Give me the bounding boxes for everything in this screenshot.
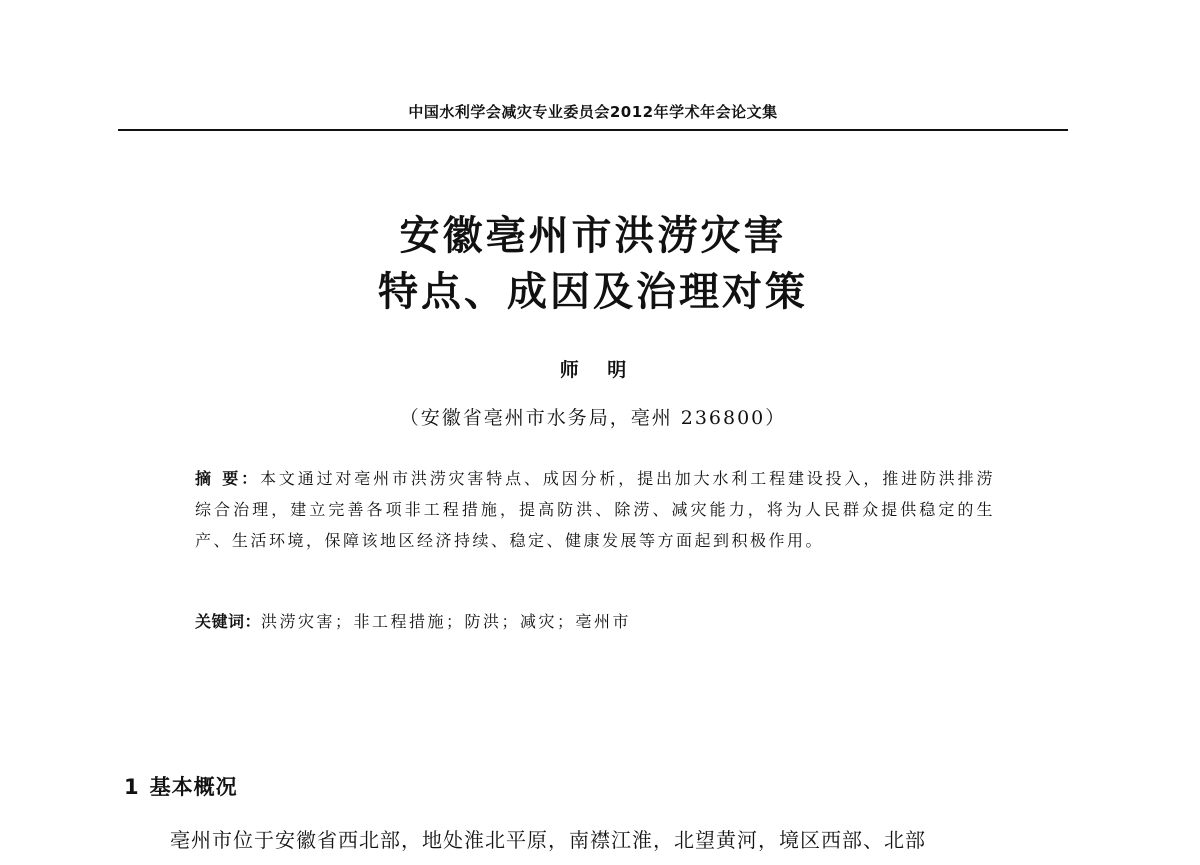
section-number: 1 [124,775,140,799]
author-name: 师 明 [559,359,627,381]
keywords-label: 关键词： [195,612,262,631]
keywords [195,606,995,637]
abstract-text: 本文通过对亳州市洪涝灾害特点、成因分析，提出加大水利工程建设投入，推进防洪排涝综合治理，建立完善各项非工程措施，提高防洪、除涝、减灾能力，将为人民群众提供稳定的生产、生活环境，保障该地区经济持续、稳定、健康发展等方面起到积极作用。 [195,469,995,550]
abstract [195,463,995,556]
author-affiliation: （安徽省亳州市水务局，亳州 236800） [399,407,787,429]
paper-title-line-2: 特点、成因及治理对策 [378,269,808,315]
paper-title-line-1: 安徽亳州市洪涝灾害 [399,213,787,259]
paper-title [118,208,1068,320]
section-title: 基本概况 [149,775,238,799]
running-header: 中国水利学会减灾专业委员会2012年学术年会论文集 [408,103,778,121]
abstract-paragraph [195,463,995,556]
section-heading [124,771,238,801]
body-paragraph: 亳州市位于安徽省西北部，地处淮北平原，南襟江淮，北望黄河，境区西部、北部 [170,828,926,852]
abstract-label: 摘 要： [195,469,260,488]
header-rule [118,129,1068,131]
keywords-text: 洪涝灾害；非工程措施；防洪；减灾；亳州市 [261,612,632,631]
